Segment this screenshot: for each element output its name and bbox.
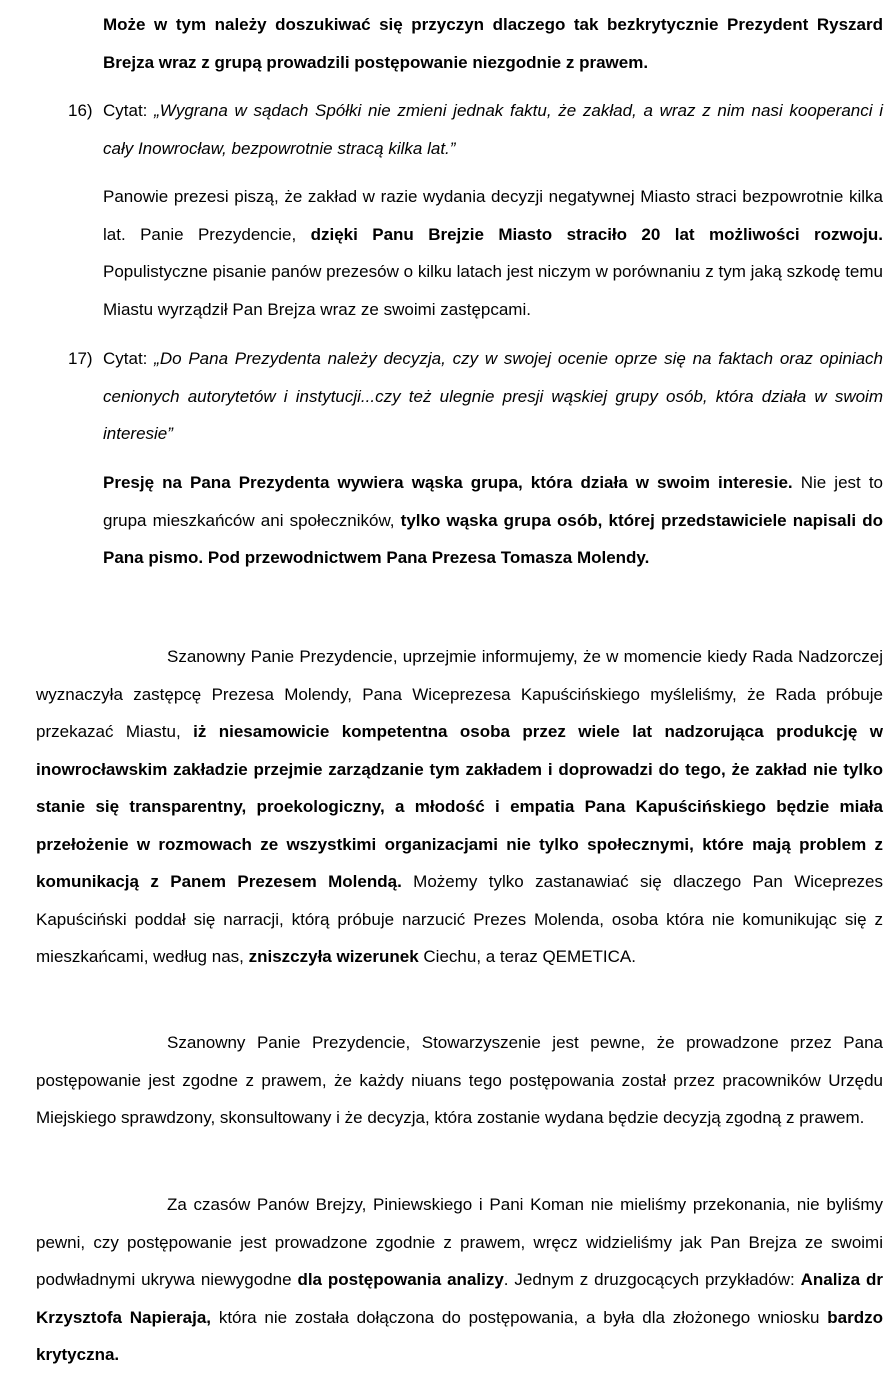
item17-quote-label: Cytat:	[103, 349, 155, 368]
item16-response-bold-1: dzięki Panu Brejzie Miasto straciło 20 lat możliwości rozwoju.	[310, 224, 883, 244]
item17-response-bold-2: tylko wąska grupa osób, której przedstawiciele napisali do Pana pismo. Pod przewodnictwem Pana Prezesa Tomasza Molendy.	[103, 510, 883, 567]
paragraph-1-text-1: Szanowny Panie Prezydencie, uprzejmie informujemy, że w momencie kiedy Rada Nadzorczej wyznaczyła zastępcę Prezesa Molendy, Pana Wiceprezesa Kapuścińskiego myśleliśmy, że Rada próbuje przekazać Miastu,	[36, 647, 883, 741]
item16-quote-label: Cytat:	[103, 101, 155, 120]
item17-response-bold-1: Presję na Pana Prezydenta wywiera wąska grupa, która działa w swoim interesie.	[103, 473, 793, 492]
item17-response-text-1: Nie jest to grupa mieszkańców ani społeczników,	[103, 473, 884, 530]
item17-quote	[103, 340, 883, 453]
paragraph-3-text-3: która nie została dołączona do postępowania, a była dla złożonego wniosku	[211, 1307, 828, 1327]
item15-conclusion-bold: Może w tym należy doszukiwać się przyczyn dlaczego tak bezkrytycznie Prezydent Ryszard Brejza wraz z grupą prowadzili postępowanie niezgodnie z prawem.	[103, 15, 883, 72]
item16-quote	[103, 92, 883, 167]
paragraph-1-bold-2: zniszczyła wizerunek	[248, 947, 419, 966]
paragraph-2	[36, 1024, 883, 1137]
paragraph-1-bold-1: iż niesamowicie kompetentna osoba przez wiele lat nadzorująca produkcję w inowrocławskim zakładzie przejmie zarządzanie tym zakładem i doprowadzi do tego, że zakład nie tylko stanie się transparentny, proekologiczny, a młodość i empatia Pana Kapuścińskiego będzie miała przełożenie w rozmowach ze wszystkimi organizacjami nie tylko społecznymi, które mają problem z komunikacją z Panem Prezesem Molendą.	[36, 722, 883, 891]
item16-response-text-1: Panowie prezesi piszą, że zakład w razie wydania decyzji negatywnej Miasto straci bezpowrotnie kilka lat. Panie Prezydencie,	[103, 187, 883, 244]
paragraph-1-text-3: Ciechu, a teraz QEMETICA.	[418, 947, 636, 966]
item16-response-text-2: Populistyczne pisanie panów prezesów o kilku latach jest niczym w porównaniu z tym jaką szkodę temu Miastu wyrządził Pan Brejza wraz ze swoimi zastępcami.	[103, 262, 883, 319]
item17-number: 17)	[68, 349, 93, 368]
paragraph-2-text-1: Szanowny Panie Prezydencie, Stowarzyszenie jest pewne, że prowadzone przez Pana postępowanie jest zgodne z prawem, że każdy niuans tego postępowania został przez pracowników Urzędu Miejskiego sprawdzony, skonsultowany i że decyzja, która zostanie wydana będzie decyzją zgodną z prawem.	[36, 1033, 883, 1127]
paragraph-3	[36, 1186, 883, 1374]
paragraph-1	[36, 638, 883, 976]
paragraph-3-text-1: Za czasów Panów Brejzy, Piniewskiego i Pani Koman nie mieliśmy przekonania, nie byliśmy pewni, czy postępowanie jest prowadzone zgodnie z prawem, wręcz widzieliśmy jak Pan Brejza ze swoimi podwładnymi ukrywa niewygodne	[36, 1195, 883, 1289]
item16-quote-text: „Wygrana w sądach Spółki nie zmieni jednak faktu, że zakład, a wraz z nim nasi kooperanci i cały Inowrocław, bezpowrotnie stracą kilka lat.”	[103, 101, 884, 158]
paragraph-3-text-2: . Jednym z druzgocących przykładów:	[503, 1270, 801, 1289]
item15-conclusion	[103, 6, 883, 81]
paragraph-3-bold-3: bardzo krytyczna.	[36, 1307, 883, 1364]
paragraph-1-text-2: Możemy tylko zastanawiać się dlaczego Pan Wiceprezes Kapuściński poddał się narracji, którą próbuje narzucić Prezes Molenda, osoba która nie komunikując się z mieszkańcami, według nas,	[36, 872, 883, 966]
item16-number: 16)	[68, 101, 93, 120]
item17-quote-text: „Do Pana Prezydenta należy decyzja, czy w swojej ocenie oprze się na faktach oraz opiniach cenionych autorytetów i instytucji...czy też ulegnie presji wąskiej grupy osób, która działa w swoim interesie”	[103, 349, 883, 443]
item16-response	[103, 178, 883, 328]
paragraph-3-bold-2: Analiza dr Krzysztofa Napieraja,	[36, 1270, 883, 1327]
paragraph-3-bold-1: dla postępowania analizy	[297, 1270, 504, 1289]
item17-response	[103, 464, 883, 577]
